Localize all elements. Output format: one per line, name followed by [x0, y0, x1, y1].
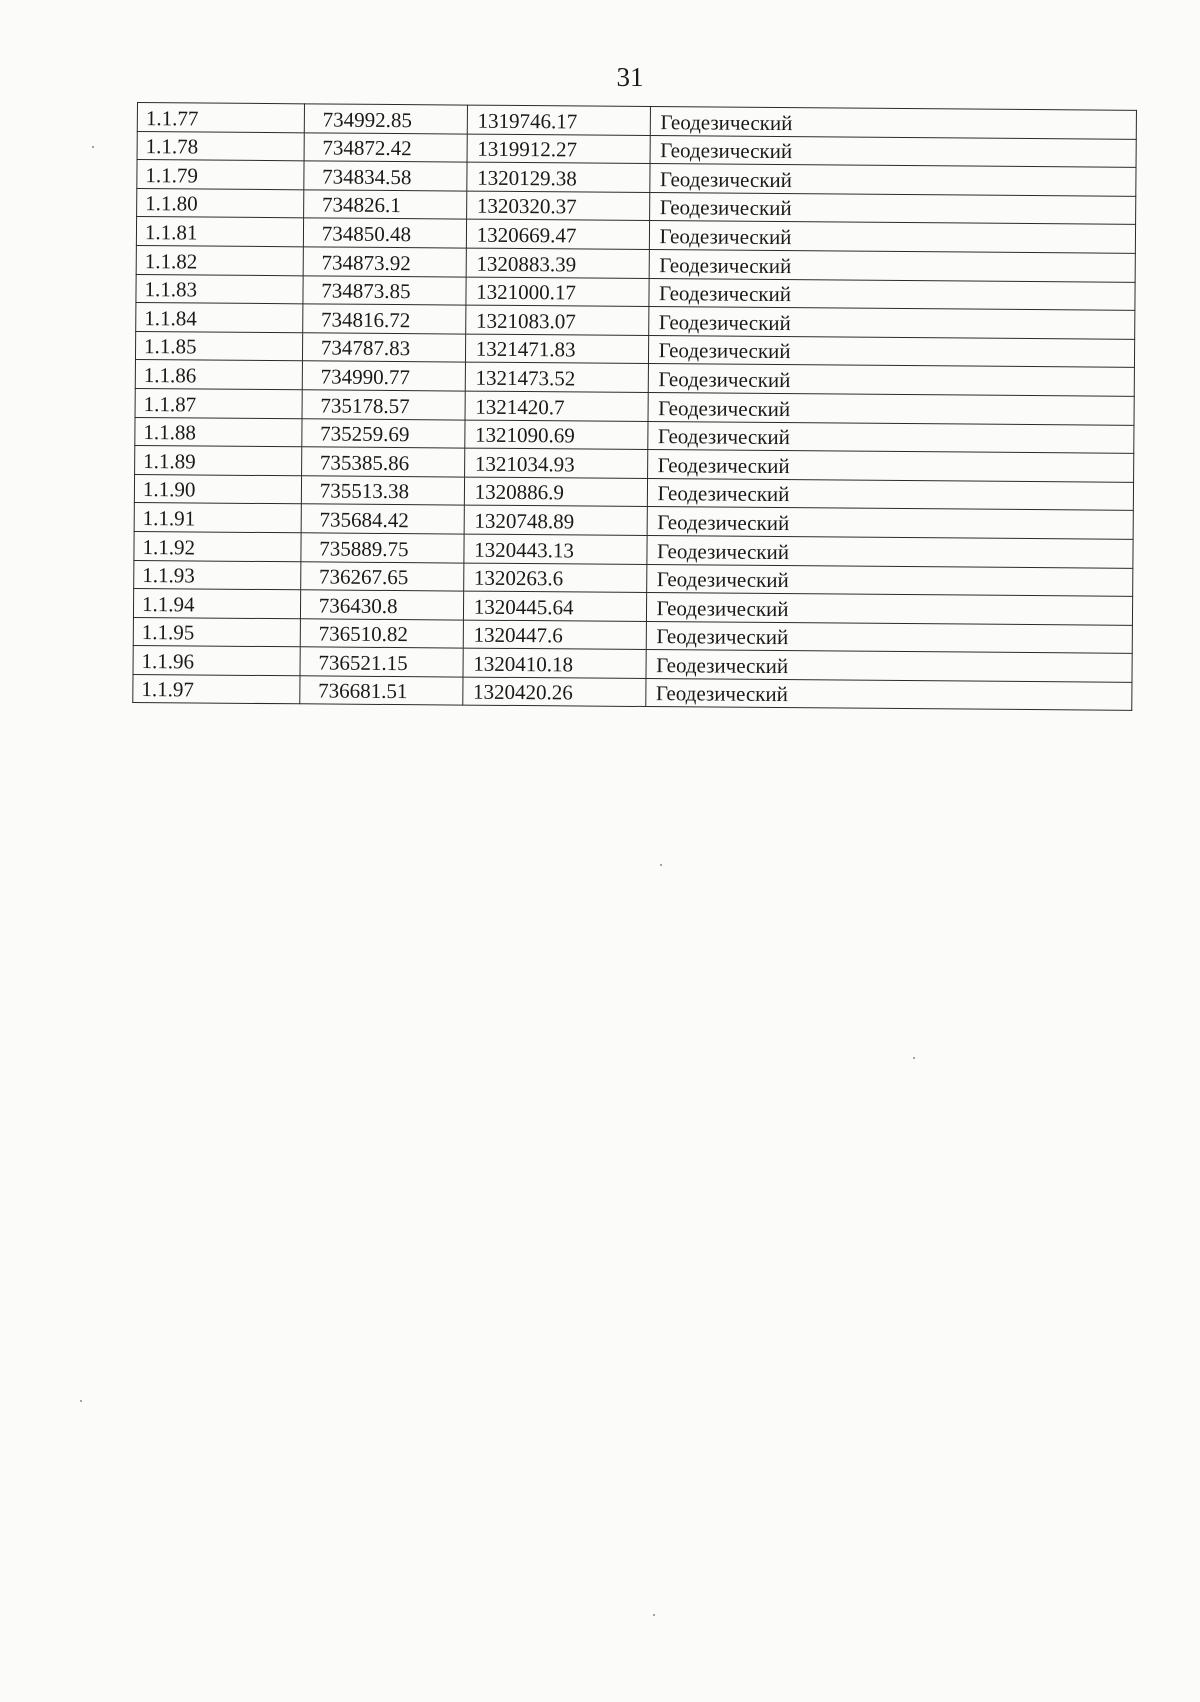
point-type-cell: Геодезический	[648, 335, 1135, 367]
x-coordinate-cell: 736267.65	[300, 561, 463, 591]
scan-speck	[80, 1400, 82, 1402]
point-type-cell: Геодезический	[646, 650, 1133, 682]
y-coordinate-cell: 1321034.93	[464, 448, 647, 478]
x-coordinate-cell: 735889.75	[301, 533, 464, 563]
x-coordinate-cell: 736430.8	[300, 590, 463, 620]
y-coordinate-cell: 1320420.26	[462, 677, 645, 707]
point-id-cell: 1.1.92	[134, 531, 301, 561]
x-coordinate-cell: 735513.38	[301, 476, 464, 506]
y-coordinate-cell: 1320445.64	[463, 591, 646, 621]
point-id-cell: 1.1.91	[134, 503, 301, 533]
x-coordinate-cell: 734834.58	[304, 161, 467, 191]
point-id-cell: 1.1.86	[135, 360, 302, 390]
point-type-cell: Геодезический	[648, 364, 1135, 396]
point-id-cell: 1.1.84	[136, 303, 303, 333]
point-type-cell: Геодезический	[646, 593, 1133, 625]
coordinates-table-body	[133, 103, 1137, 711]
x-coordinate-cell: 734990.77	[302, 361, 465, 391]
point-id-cell: 1.1.94	[133, 589, 300, 619]
x-coordinate-cell: 735178.57	[302, 390, 465, 420]
x-coordinate-cell: 734816.72	[303, 304, 466, 334]
x-coordinate-cell: 734787.83	[302, 333, 465, 363]
point-type-cell: Геодезический	[647, 450, 1134, 482]
point-id-cell: 1.1.82	[136, 245, 303, 275]
y-coordinate-cell: 1319746.17	[467, 105, 650, 135]
point-type-cell: Геодезический	[650, 135, 1137, 167]
point-type-cell: Геодезический	[646, 535, 1133, 567]
point-id-cell: 1.1.81	[136, 217, 303, 247]
point-id-cell: 1.1.95	[133, 617, 300, 647]
point-id-cell: 1.1.80	[137, 188, 304, 218]
y-coordinate-cell: 1321000.17	[466, 277, 649, 307]
y-coordinate-cell: 1321471.83	[465, 334, 648, 364]
scan-speck	[913, 1057, 915, 1059]
y-coordinate-cell: 1320410.18	[463, 648, 646, 678]
x-coordinate-cell: 735385.86	[301, 447, 464, 477]
point-id-cell: 1.1.87	[135, 388, 302, 418]
y-coordinate-cell: 1320883.39	[466, 248, 649, 278]
point-type-cell: Геодезический	[646, 621, 1133, 653]
point-type-cell: Геодезический	[648, 278, 1135, 310]
x-coordinate-cell: 735259.69	[302, 418, 465, 448]
scan-speck	[92, 146, 94, 148]
scan-speck	[660, 864, 662, 866]
x-coordinate-cell: 736681.51	[300, 676, 463, 706]
x-coordinate-cell: 734826.1	[303, 190, 466, 220]
point-id-cell: 1.1.77	[137, 103, 304, 133]
point-type-cell: Геодезический	[647, 478, 1134, 510]
point-id-cell: 1.1.89	[135, 446, 302, 476]
y-coordinate-cell: 1320886.9	[464, 477, 647, 507]
y-coordinate-cell: 1319912.27	[467, 134, 650, 164]
point-id-cell: 1.1.96	[133, 646, 300, 676]
coordinates-table	[132, 102, 1137, 711]
point-type-cell: Геодезический	[645, 678, 1132, 710]
y-coordinate-cell: 1320748.89	[464, 505, 647, 535]
x-coordinate-cell: 734873.85	[303, 275, 466, 305]
x-coordinate-cell: 734873.92	[303, 247, 466, 277]
y-coordinate-cell: 1320320.37	[466, 191, 649, 221]
y-coordinate-cell: 1321420.7	[465, 391, 648, 421]
y-coordinate-cell: 1321473.52	[465, 362, 648, 392]
point-type-cell: Геодезический	[647, 421, 1134, 453]
point-id-cell: 1.1.85	[135, 331, 302, 361]
point-id-cell: 1.1.78	[137, 131, 304, 161]
scan-speck	[653, 1614, 655, 1616]
x-coordinate-cell: 735684.42	[301, 504, 464, 534]
y-coordinate-cell: 1320263.6	[463, 563, 646, 593]
point-id-cell: 1.1.97	[133, 674, 300, 704]
y-coordinate-cell: 1320669.47	[466, 219, 649, 249]
x-coordinate-cell: 734850.48	[303, 218, 466, 248]
x-coordinate-cell: 734872.42	[304, 132, 467, 162]
y-coordinate-cell: 1320129.38	[467, 162, 650, 192]
y-coordinate-cell: 1321083.07	[465, 305, 648, 335]
point-type-cell: Геодезический	[646, 564, 1133, 596]
point-type-cell: Геодезический	[649, 192, 1136, 224]
y-coordinate-cell: 1320443.13	[464, 534, 647, 564]
x-coordinate-cell: 734992.85	[304, 104, 467, 134]
point-type-cell: Геодезический	[648, 307, 1135, 339]
x-coordinate-cell: 736510.82	[300, 618, 463, 648]
point-id-cell: 1.1.88	[135, 417, 302, 447]
point-id-cell: 1.1.93	[134, 560, 301, 590]
point-type-cell: Геодезический	[647, 507, 1134, 539]
point-type-cell: Геодезический	[649, 249, 1136, 281]
point-id-cell: 1.1.79	[137, 160, 304, 190]
point-id-cell: 1.1.90	[134, 474, 301, 504]
y-coordinate-cell: 1320447.6	[463, 620, 646, 650]
point-type-cell: Геодезический	[650, 107, 1137, 139]
x-coordinate-cell: 736521.15	[300, 647, 463, 677]
point-id-cell: 1.1.83	[136, 274, 303, 304]
point-type-cell: Геодезический	[649, 164, 1136, 196]
point-type-cell: Геодезический	[648, 392, 1135, 424]
page-number: 31	[616, 62, 644, 92]
point-type-cell: Геодезический	[649, 221, 1136, 253]
y-coordinate-cell: 1321090.69	[464, 420, 647, 450]
